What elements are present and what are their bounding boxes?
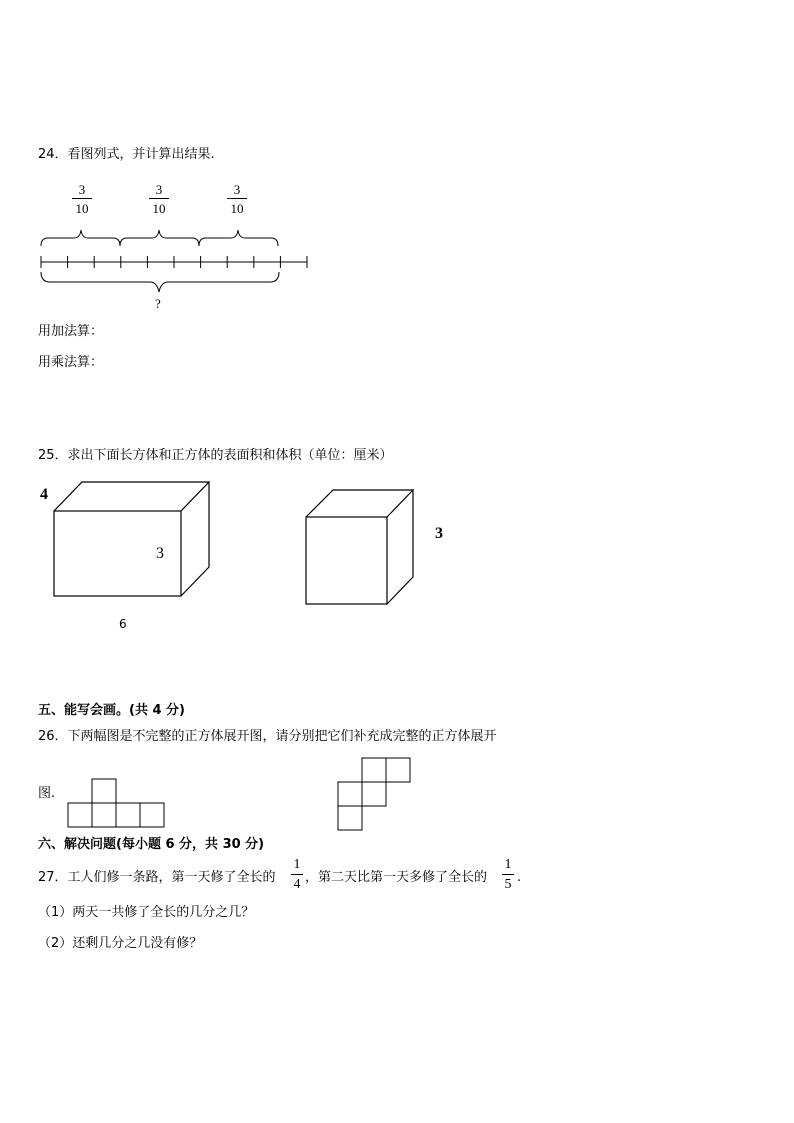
q24-question-mark: ? (155, 296, 161, 311)
fraction-numerator: 1 (293, 857, 301, 872)
fraction-numerator: 3 (78, 182, 86, 197)
net2-square-1 (362, 758, 386, 782)
fraction-bar (291, 874, 303, 875)
fraction-denominator: 4 (293, 877, 301, 892)
q27-subquestion-1: （1）两天一共修了全长的几分之几？ (38, 905, 255, 920)
q26-prompt-line-2: 图. (38, 786, 56, 801)
q24-prompt: 24．看图列式，并计算出结果. (38, 147, 215, 162)
net2-square-2 (386, 758, 410, 782)
net1-square-4 (140, 803, 164, 827)
net2-square-4 (362, 782, 386, 806)
net1-square-1 (68, 803, 92, 827)
fraction-denominator: 10 (152, 201, 166, 216)
section-6-heading: 六、解决问题(每小题 6 分，共 30 分) (38, 837, 265, 852)
fraction-denominator: 10 (230, 201, 244, 216)
section-5-heading: 五、能写会画。(共 4 分) (38, 703, 185, 718)
q24-addition-label: 用加法算： (38, 324, 104, 339)
fraction-numerator: 3 (233, 182, 241, 197)
net1-square-top (92, 779, 116, 803)
fraction-denominator: 10 (75, 201, 89, 216)
q27-fraction-one-fifth (502, 858, 514, 892)
fraction-numerator: 1 (504, 857, 512, 872)
q27-subquestion-2: （2）还剩几分之几没有修？ (38, 936, 203, 951)
cuboid-width-label: 4 (40, 486, 48, 503)
q24-multiplication-label: 用乘法算： (38, 355, 104, 370)
cuboid-length-label: 6 (119, 617, 127, 631)
q26-prompt-line-1: 26．下两幅图是不完整的正方体展开图，请分别把它们补充成完整的正方体展开 (38, 729, 497, 744)
net1-square-2 (92, 803, 116, 827)
net1-square-3 (116, 803, 140, 827)
q25-prompt: 25．求出下面长方体和正方体的表面积和体积（单位：厘米） (38, 448, 393, 463)
fraction-numerator: 3 (155, 182, 163, 197)
q27-text-part-1: 27．工人们修一条路，第一天修了全长的 (38, 870, 276, 885)
cube-edge-label: 3 (435, 525, 443, 542)
fraction-denominator: 5 (504, 877, 512, 892)
net2-square-5 (338, 806, 362, 830)
net2-square-3 (338, 782, 362, 806)
q27-text-part-3: . (517, 870, 522, 885)
q27-fraction-one-quarter (291, 858, 303, 892)
q27-text-part-2: ，第二天比第一天多修了全长的 (305, 870, 488, 885)
cuboid-height-label: 3 (156, 545, 164, 562)
fraction-bar (502, 874, 514, 875)
